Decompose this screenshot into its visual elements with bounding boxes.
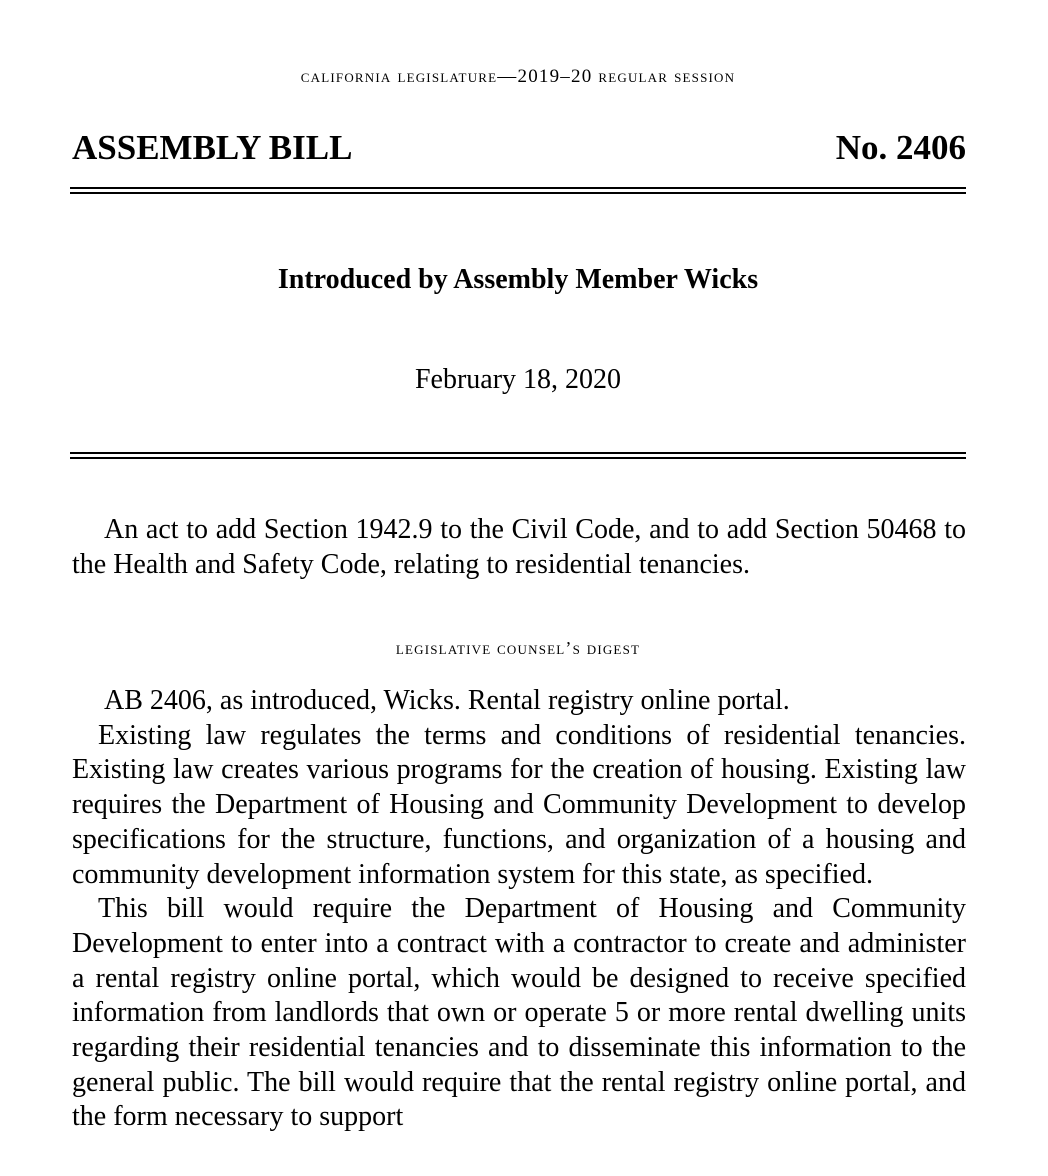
digest-summary: AB 2406, as introduced, Wicks. Rental registry online portal. — [104, 685, 790, 716]
bottom-double-rule — [70, 452, 966, 459]
introduction-date: February 18, 2020 — [414, 364, 622, 395]
session-header: california legislature—2019–20 regular session — [300, 66, 736, 87]
digest-paragraph-existing-law: Existing law regulates the terms and conditions of residential tenancies. Existing law creates various programs for the creation of housing. Existing law requires the Department of Housing and Community Development to develop specifications for the structure, functions, and organization of a housing and community development information system for this state, as specified. — [72, 719, 966, 890]
introduced-by: Introduced by Assembly Member Wicks — [277, 264, 759, 295]
digest-body — [72, 684, 966, 1135]
act-title: An act to add Section 1942.9 to the Civil Code, and to add Section 50468 to the Health and Safety Code, relating to residential tenancies. — [72, 514, 966, 580]
top-double-rule — [70, 187, 966, 194]
digest-paragraph-bill-requirements: This bill would require the Department of Housing and Community Development to enter into a contract with a contractor to create and administer a rental registry online portal, which would be designed to receive specified information from landlords that own or operate 5 or more rental dwelling units regarding their residential tenancies and to disseminate this information to the general public. The bill would require that the rental registry online portal, and the form necessary to support — [72, 893, 966, 1133]
digest-heading: legislative counsel’s digest — [395, 638, 641, 658]
bill-number: No. 2406 — [835, 128, 966, 167]
bill-type-title: ASSEMBLY BILL — [72, 128, 353, 167]
